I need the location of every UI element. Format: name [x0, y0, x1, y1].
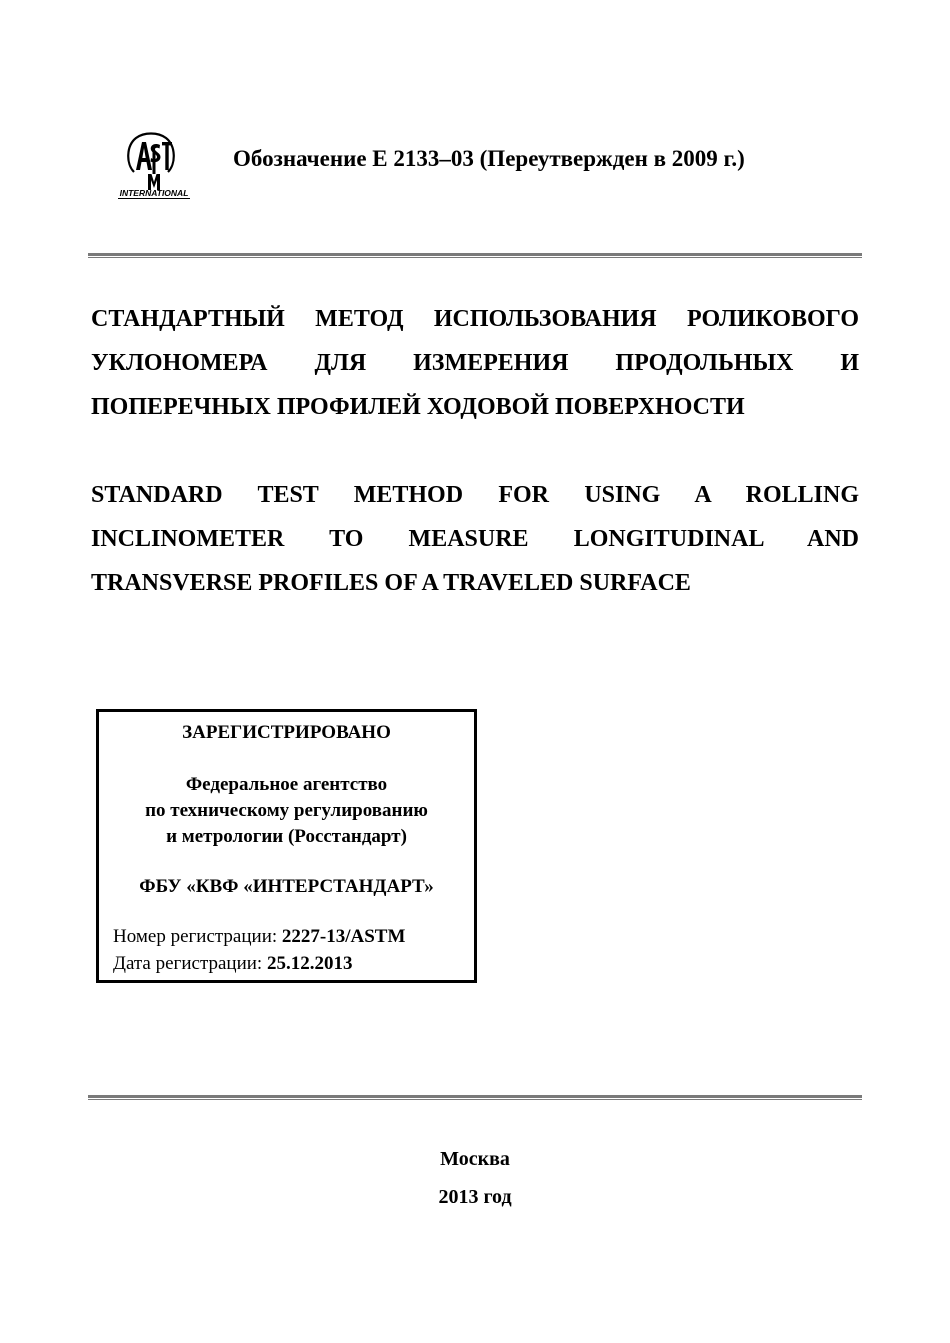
- title-ru-line: СТАНДАРТНЫЙ МЕТОД ИСПОЛЬЗОВАНИЯ РОЛИКОВОГО: [91, 306, 859, 332]
- publication-year: 2013 год: [438, 1186, 512, 1208]
- bottom-divider: [88, 1095, 862, 1100]
- agency-line: Федеральное агентство: [185, 774, 388, 795]
- publication-city: Москва: [440, 1148, 510, 1170]
- document-designation: Обозначение E 2133–03 (Переутвержден в 2009 г.): [233, 146, 745, 171]
- title-ru-line: ПОПЕРЕЧНЫХ ПРОФИЛЕЙ ХОДОВОЙ ПОВЕРХНОСТИ: [91, 394, 745, 420]
- registration-date: [113, 953, 352, 975]
- title-english: [91, 473, 859, 605]
- registration-heading: ЗАРЕГИСТРИРОВАНО: [182, 722, 391, 743]
- registration-agency: [99, 772, 474, 850]
- registration-organization: ФБУ «КВФ «ИНТЕРСТАНДАРТ»: [139, 876, 434, 897]
- title-en-line: STANDARD TEST METHOD FOR USING A ROLLING: [91, 482, 859, 508]
- registration-number-value: 2227-13/ASTM: [281, 926, 406, 947]
- top-divider: [88, 253, 862, 258]
- registration-date-value: 25.12.2013: [266, 953, 353, 974]
- registration-number-label: Номер регистрации:: [113, 926, 282, 947]
- title-ru-line: УКЛОНОМЕРА ДЛЯ ИЗМЕРЕНИЯ ПРОДОЛЬНЫХ И: [91, 350, 859, 376]
- title-en-line: TRANSVERSE PROFILES OF A TRAVELED SURFACE: [91, 570, 691, 596]
- title-en-line: INCLINOMETER TO MEASURE LONGITUDINAL AND: [91, 526, 859, 552]
- registration-date-label: Дата регистрации:: [113, 953, 267, 974]
- astm-logo: [110, 128, 198, 200]
- logo-caption: INTERNATIONAL: [119, 188, 189, 198]
- registration-box: [96, 709, 477, 983]
- title-russian: [91, 297, 859, 429]
- registration-number: [113, 926, 405, 948]
- agency-line: и метрологии (Росстандарт): [166, 826, 407, 847]
- agency-line: по техническому регулированию: [145, 800, 428, 821]
